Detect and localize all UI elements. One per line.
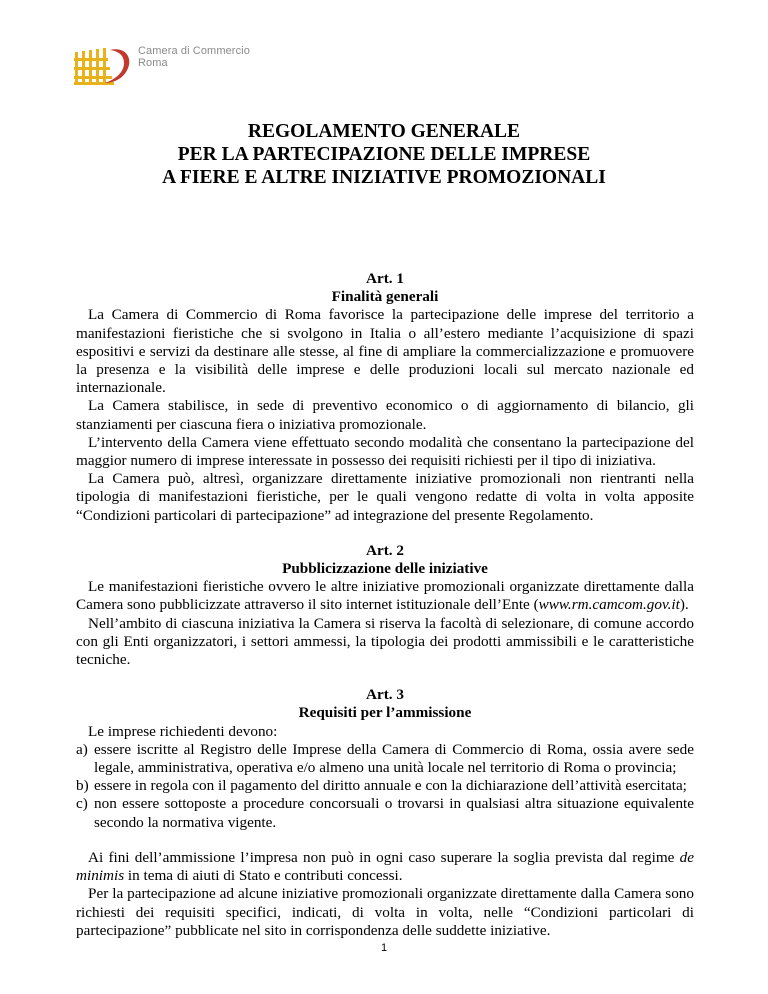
art3-intro: Le imprese richiedenti devono: — [88, 722, 278, 740]
art3-p2-text-after: in tema di aiuti di Stato e contributi concessi. — [124, 867, 403, 885]
art3-paragraph-3: Per la partecipazione ad alcune iniziative promozionali organizzate direttamente dalla Camera sono richiesti dei requisiti specifici, indicati, di volta in volta, nelle “Condizioni particolari di partecipazione” pubblicate nel sito in corrispondenza delle suddette iniziative. — [76, 885, 694, 939]
art2-p1-text-after: ). — [679, 596, 689, 614]
list-marker: a) — [76, 740, 88, 758]
art3-p2-text-before: Ai fini dell’ammissione l’impresa non può in ogni caso superare la soglia prevista dal regime — [88, 848, 680, 866]
art2-number: Art. 2 — [366, 541, 404, 559]
title-line-3: A FIERE E ALTRE INIZIATIVE PROMOZIONALI — [162, 167, 606, 188]
logo-text — [138, 45, 250, 69]
art1-paragraph-1: La Camera di Commercio di Roma favorisce la partecipazione delle imprese del territorio a manifestazioni fieristiche che si svolgono in Italia o all’estero mediante l’acquisizione di spazi espositivi e servizi da destinare alle stesse, al fine di ampliare la commercializzazione e promuovere la presenza e la visibilità delle imprese e delle produzioni locali sul mercato nazionale ed internazionale. — [76, 306, 694, 397]
art3-heading: Requisiti per l’ammissione — [298, 704, 472, 722]
colosseum-logo-icon — [72, 42, 134, 86]
website-link[interactable]: www.rm.camcom.gov.it — [538, 596, 680, 614]
art3-paragraph-2 — [76, 849, 694, 885]
art1-paragraph-3: L’intervento della Camera viene effettuato secondo modalità che consentano la partecipazione del maggior numero di imprese interessate in possesso dei requisiti richiesti per il tipo di iniziativa. — [76, 433, 694, 470]
document-title — [0, 120, 768, 189]
art3-p2-italic: de minimis — [76, 848, 694, 885]
title-line-2: PER LA PARTECIPAZIONE DELLE IMPRESE — [177, 144, 591, 165]
art1-heading: Finalità generali — [331, 288, 439, 306]
art2-paragraph-1 — [76, 578, 694, 614]
list-item — [76, 741, 694, 777]
list-item — [76, 777, 694, 795]
list-marker: b) — [76, 777, 89, 795]
document-body — [76, 270, 694, 940]
header — [72, 38, 272, 88]
list-marker: c) — [76, 795, 88, 813]
logo-line-2: Roma — [138, 57, 168, 69]
list-item-text: essere in regola con il pagamento del diritto annuale e con la dichiarazione dell’attività esercitata; — [94, 777, 687, 795]
art3-number: Art. 3 — [366, 686, 404, 704]
art2-p1-text-before: Le manifestazioni fieristiche ovvero le altre iniziative promozionali organizzate direttamente dalla Camera sono pubblicizzate attraverso il sito internet istituzionale dell’Ente ( — [76, 578, 694, 614]
list-item-text: essere iscritte al Registro delle Imprese della Camera di Commercio di Roma, ossia avere sede legale, amministrativa, operativa e/o almeno una unità locale nel territorio di Roma o provincia; — [94, 740, 694, 777]
list-item-text: non essere sottoposte a procedure concorsuali o trovarsi in qualsiasi altra situazione equivalente secondo la normativa vigente. — [94, 795, 694, 831]
page-number: 1 — [380, 942, 388, 954]
art2-paragraph-2: Nell’ambito di ciascuna iniziativa la Camera si riserva la facoltà di selezionare, di comune accordo con gli Enti organizzatori, i settori ammessi, la tipologia dei prodotti ammissibili e le caratteristiche tecniche. — [76, 614, 694, 669]
art1-number: Art. 1 — [366, 270, 404, 287]
art2-heading: Pubblicizzazione delle iniziative — [282, 560, 488, 578]
title-line-1: REGOLAMENTO GENERALE — [247, 121, 521, 142]
list-item — [76, 795, 694, 831]
art1-paragraph-2: La Camera stabilisce, in sede di preventivo economico o di aggiornamento di bilancio, gli stanziamenti per ciascuna fiera o iniziativa promozionale. — [76, 397, 694, 433]
logo-line-1: Camera di Commercio — [138, 45, 250, 57]
art1-paragraph-4: La Camera può, altresì, organizzare direttamente iniziative promozionali non rientranti nella tipologia di manifestazioni fieristiche, per le quali vengono redatte di volta in volta apposite “Condizioni particolari di partecipazione” ad integrazione del presente Regolamento. — [76, 470, 694, 524]
